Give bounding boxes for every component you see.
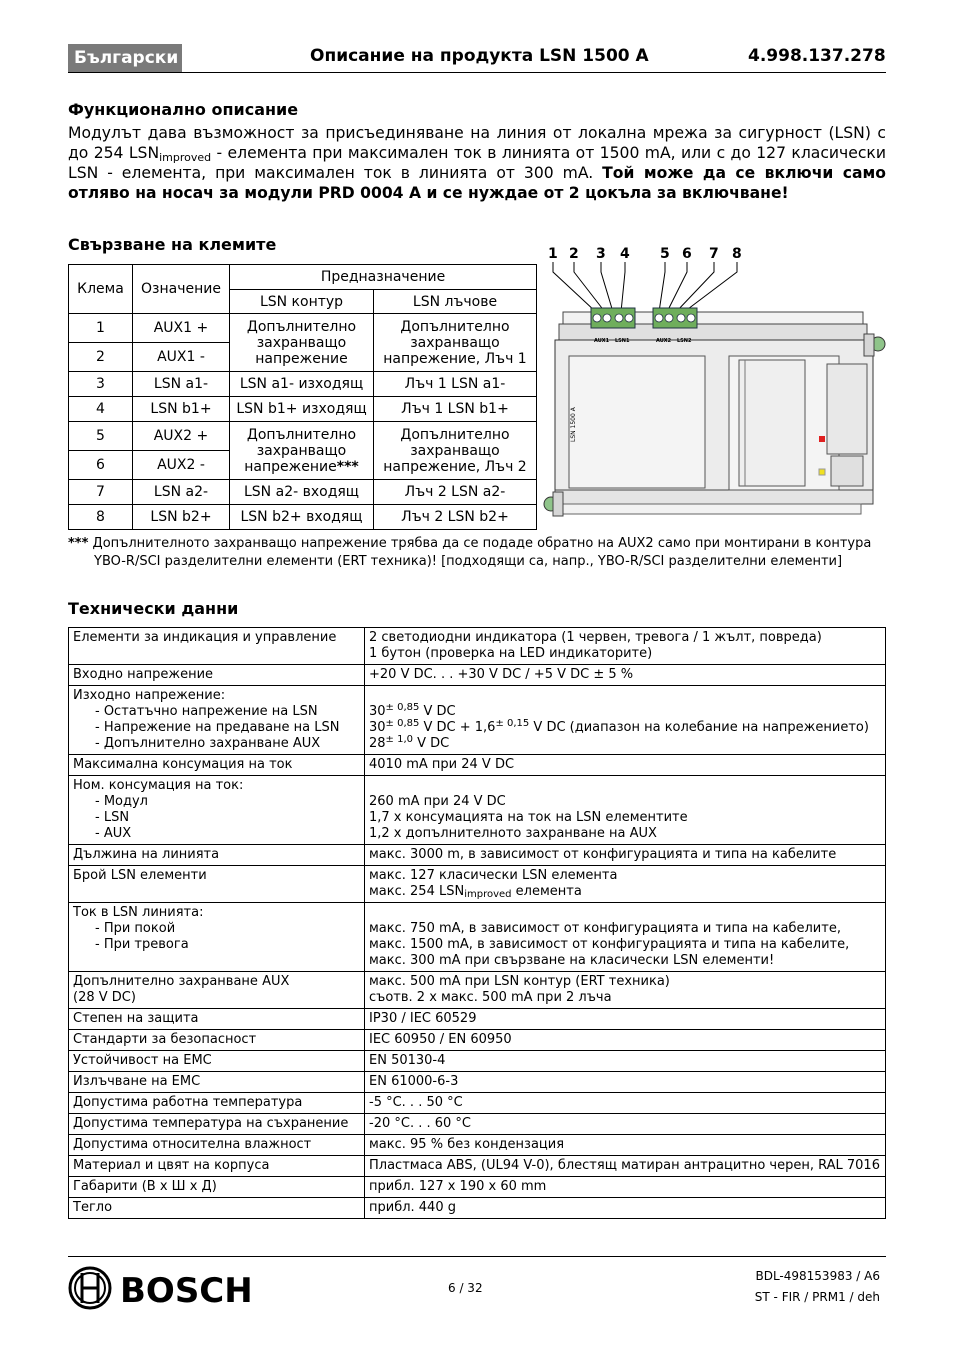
doc-code-line: ST - FIR / PRM1 / deh xyxy=(754,1290,880,1304)
terminal-number: 2 xyxy=(69,343,133,372)
loop-purpose: LSN b1+ изходящ xyxy=(230,397,374,422)
tech-value xyxy=(365,628,886,665)
tech-value: +20 V DC. . . +30 V DC / +5 V DC ± 5 % xyxy=(365,665,886,686)
val: 28 xyxy=(369,736,386,751)
page-number: 6 / 32 xyxy=(448,1281,483,1295)
tech-label-line: Допълнително захранване AUX xyxy=(73,974,290,989)
table-row xyxy=(69,1177,886,1198)
tech-value: макс. 95 % без кондензация xyxy=(365,1135,886,1156)
table-row xyxy=(69,755,886,776)
col-spur: LSN лъчове xyxy=(374,290,537,314)
tolerance: ± 0,15 xyxy=(495,718,530,729)
terminal-designation: AUX1 - xyxy=(133,343,230,372)
tech-label: Излъчване на EMC xyxy=(69,1072,365,1093)
tech-data-table xyxy=(68,627,886,1219)
functional-text-a: Модулът дава възможност за присъединяване на линия от локална мрежа за сигурност (LSN) с до 254 LSN xyxy=(68,124,886,162)
tech-label-line: - При покой xyxy=(95,921,176,936)
tech-label xyxy=(69,903,365,972)
terminal-number-6: 6 xyxy=(682,246,692,262)
tech-value: EN 50130-4 xyxy=(365,1051,886,1072)
aux1-loop-purpose: Допълнително захранващо напрежение xyxy=(230,314,374,372)
tech-value-line: съотв. 2 x макс. 500 mA при 2 лъча xyxy=(369,990,612,1005)
module-diagram xyxy=(541,242,886,527)
bosch-logo xyxy=(68,1264,278,1312)
terminal-number: 6 xyxy=(69,451,133,480)
aux2-loop-purpose xyxy=(230,422,374,480)
module-side-label: LSN 1500 A xyxy=(570,407,577,442)
footnote-line1: Допълнителното захранващо напрежение трябва да се подаде обратно на AUX2 само при монтирани в контура xyxy=(92,536,872,551)
table-row xyxy=(69,628,886,665)
terminal-number: 5 xyxy=(69,422,133,451)
tech-value xyxy=(365,776,886,845)
table-row xyxy=(69,480,537,505)
functional-text-b: - елемента при максимален ток в линията от 1500 mA, или с до 127 класически LSN - елемента, при максимален ток в линията от 300 mA. xyxy=(68,144,886,182)
terminal-number-2: 2 xyxy=(569,246,579,262)
table-row xyxy=(69,903,886,972)
tech-value: -20 °C. . . 60 °C xyxy=(365,1114,886,1135)
red-led-icon xyxy=(819,436,825,442)
tech-label xyxy=(69,686,365,755)
table-row xyxy=(69,1030,886,1051)
table-row xyxy=(69,1072,886,1093)
col-purpose: Предназначение xyxy=(230,265,537,290)
terminal-number-1: 1 xyxy=(548,246,558,262)
val: макс. 254 LSN xyxy=(369,884,465,899)
tech-value-line xyxy=(369,736,881,752)
loop-purpose: LSN a1- изходящ xyxy=(230,372,374,397)
tolerance: ± 0,85 xyxy=(385,702,420,713)
terminal-number: 1 xyxy=(69,314,133,343)
spur-purpose: Лъч 1 LSN b1+ xyxy=(374,397,537,422)
header-divider xyxy=(68,72,886,73)
terminal-designation: LSN a2- xyxy=(133,480,230,505)
terminal-number: 3 xyxy=(69,372,133,397)
tech-label: Допустима работна температура xyxy=(69,1093,365,1114)
terminal-designation: LSN b1+ xyxy=(133,397,230,422)
footnote-line2: YBO-R/SCI разделителни елементи (ERT техника)! [подходящи са, напр., YBO-R/SCI разделителни елементи] xyxy=(94,554,843,569)
tech-value-line: макс. 127 класически LSN елемента xyxy=(369,868,618,883)
terminal-designation: LSN b2+ xyxy=(133,505,230,530)
aux2-label: AUX2 xyxy=(656,338,672,344)
table-row xyxy=(69,314,537,343)
tech-label: Устойчивост на EMC xyxy=(69,1051,365,1072)
aux2-loop-mark: *** xyxy=(336,458,359,475)
aux1-spur-purpose: Допълнително захранващо напрежение, Лъч 1 xyxy=(374,314,537,372)
tech-label-line: Ном. консумация на ток: xyxy=(73,778,244,793)
table-row xyxy=(69,972,886,1009)
terminal-number-4: 4 xyxy=(620,246,630,262)
spur-purpose: Лъч 1 LSN a1- xyxy=(374,372,537,397)
tech-label-line: - AUX xyxy=(95,826,132,841)
tech-label: Максимална консумация на ток xyxy=(69,755,365,776)
tech-label: Стандарти за безопасност xyxy=(69,1030,365,1051)
tech-label-line: Ток в LSN линията: xyxy=(73,905,204,920)
table-row xyxy=(69,845,886,866)
terminals-heading: Свързване на клемите xyxy=(68,235,277,254)
tech-label xyxy=(69,972,365,1009)
terminal-numbers xyxy=(548,246,742,262)
val: V DC xyxy=(419,704,456,719)
tolerance: ± 1,0 xyxy=(385,734,414,745)
table-row xyxy=(69,372,537,397)
tech-value-line: макс. 1500 mA, в зависимост от конфигурацията и типа на кабелите, xyxy=(369,937,850,952)
table-row xyxy=(69,397,537,422)
tech-label: Степен на защита xyxy=(69,1009,365,1030)
terminal-designation: AUX1 + xyxy=(133,314,230,343)
functional-warning: Той може да се включи само отляво на носач за модули PRD 0004 A и се нуждае от 2 цокъла за включване! xyxy=(68,164,886,202)
tech-heading: Технически данни xyxy=(68,599,239,618)
tech-value-line: макс. 750 mA, в зависимост от конфигурацията и типа на кабелите, xyxy=(369,921,841,936)
aux1-label: AUX1 xyxy=(594,338,610,344)
tech-value: прибл. 127 x 190 x 60 mm xyxy=(365,1177,886,1198)
tech-value-line: 1 бутон (проверка на LED индикаторите) xyxy=(369,646,653,661)
tech-value xyxy=(365,866,886,903)
table-row xyxy=(69,422,537,451)
tech-label-line: - LSN xyxy=(95,810,130,825)
terminal-number-5: 5 xyxy=(660,246,670,262)
table-row xyxy=(69,1114,886,1135)
table-row xyxy=(69,1009,886,1030)
tech-label-line: - При тревога xyxy=(95,937,189,952)
tech-value: EN 61000-6-3 xyxy=(365,1072,886,1093)
col-terminal: Клема xyxy=(69,265,133,314)
terminal-number: 4 xyxy=(69,397,133,422)
tech-label-line: (28 V DC) xyxy=(73,990,136,1005)
val: V DC xyxy=(413,736,450,751)
tech-value-line xyxy=(369,884,881,900)
tech-value-line: макс. 500 mA при LSN контур (ERT техника) xyxy=(369,974,670,989)
table-row xyxy=(69,1093,886,1114)
spur-purpose: Лъч 2 LSN a2- xyxy=(374,480,537,505)
col-loop: LSN контур xyxy=(230,290,374,314)
tech-label: Дължина на линията xyxy=(69,845,365,866)
loop-purpose: LSN b2+ входящ xyxy=(230,505,374,530)
table-row xyxy=(69,776,886,845)
tech-label: Тегло xyxy=(69,1198,365,1219)
language-label: Български xyxy=(68,44,182,72)
table-row xyxy=(69,1135,886,1156)
tech-label-line: - Напрежение на предаване на LSN xyxy=(95,720,340,735)
val: елемента xyxy=(511,884,582,899)
spur-purpose: Лъч 2 LSN b2+ xyxy=(374,505,537,530)
tech-label: Елементи за индикация и управление xyxy=(69,628,365,665)
functional-heading: Функционално описание xyxy=(68,100,299,119)
tech-label: Брой LSN елементи xyxy=(69,866,365,903)
doc-id-line: BDL-498153983 / A6 xyxy=(755,1269,880,1283)
tech-value xyxy=(365,903,886,972)
val: 30 xyxy=(369,720,386,735)
tech-value-line xyxy=(369,720,881,736)
leader-lines xyxy=(553,262,737,312)
table-row xyxy=(69,505,537,530)
terminal-number-8: 8 xyxy=(732,246,742,262)
aux2-loop-text: Допълнително захранващо напрежение xyxy=(244,426,357,475)
tech-label-line: - Модул xyxy=(95,794,148,809)
document-id xyxy=(740,1266,880,1308)
tech-value-line: 2 светодиодни индикатора (1 червен, тревога / 1 жълт, повреда) xyxy=(369,630,822,645)
table-row xyxy=(69,665,886,686)
tech-label: Входно напрежение xyxy=(69,665,365,686)
loop-purpose: LSN a2- входящ xyxy=(230,480,374,505)
val: 30 xyxy=(369,704,386,719)
tech-value xyxy=(365,972,886,1009)
tech-label-line: Изходно напрежение: xyxy=(73,688,226,703)
terminals-table xyxy=(68,264,537,530)
footnote xyxy=(68,535,890,571)
tech-value: -5 °C. . . 50 °C xyxy=(365,1093,886,1114)
tech-label xyxy=(69,776,365,845)
tech-value: IP30 / IEC 60529 xyxy=(365,1009,886,1030)
table-row xyxy=(69,1051,886,1072)
tech-value-line: 1,2 x допълнителното захранване на AUX xyxy=(369,826,657,841)
tech-value: прибл. 440 g xyxy=(365,1198,886,1219)
terminal-designation: AUX2 + xyxy=(133,422,230,451)
improved-subscript: improved xyxy=(464,889,512,900)
functional-paragraph xyxy=(68,123,886,203)
improved-subscript: improved xyxy=(159,151,212,164)
tech-label: Материал и цвят на корпуса xyxy=(69,1156,365,1177)
table-row xyxy=(69,1156,886,1177)
brand-name: BOSCH xyxy=(120,1271,253,1311)
terminal-number: 8 xyxy=(69,505,133,530)
tech-value: IEC 60950 / EN 60950 xyxy=(365,1030,886,1051)
footer-divider xyxy=(68,1256,886,1257)
tech-label-line: - Остатъчно напрежение на LSN xyxy=(95,704,318,719)
document-title: Описание на продукта LSN 1500 A xyxy=(310,46,649,66)
tech-label-line: - Допълнително захранване AUX xyxy=(95,736,321,751)
tech-value-line: макс. 300 mA при свързване на класически LSN елементи! xyxy=(369,953,775,968)
tech-label: Допустима температура на съхранение xyxy=(69,1114,365,1135)
val: V DC + 1,6 xyxy=(419,720,496,735)
lsn1-label: LSN1 xyxy=(615,338,630,344)
terminal-number: 7 xyxy=(69,480,133,505)
tech-label: Габарити (В x Ш x Д) xyxy=(69,1177,365,1198)
table-row xyxy=(69,1198,886,1219)
terminal-designation: LSN a1- xyxy=(133,372,230,397)
lsn2-label: LSN2 xyxy=(677,338,692,344)
tolerance: ± 0,85 xyxy=(385,718,420,729)
terminal-number-3: 3 xyxy=(596,246,606,262)
table-row xyxy=(69,866,886,903)
tech-value-line: 260 mA при 24 V DC xyxy=(369,794,506,809)
tech-value: Пластмаса ABS, (UL94 V-0), блестящ матиран антрацитно черен, RAL 7016 xyxy=(365,1156,886,1177)
footnote-mark: *** xyxy=(68,536,89,551)
aux2-spur-purpose: Допълнително захранващо напрежение, Лъч 2 xyxy=(374,422,537,480)
yellow-led-icon xyxy=(819,469,825,475)
tech-value xyxy=(365,686,886,755)
table-row xyxy=(69,686,886,755)
tech-value: 4010 mA при 24 V DC xyxy=(365,755,886,776)
terminal-designation: AUX2 - xyxy=(133,451,230,480)
bosch-armature-icon xyxy=(70,1268,110,1308)
tech-value-line xyxy=(369,704,881,720)
terminal-number-7: 7 xyxy=(709,246,719,262)
col-designation: Означение xyxy=(133,265,230,314)
tech-label: Допустима относителна влажност xyxy=(69,1135,365,1156)
val: V DC (диапазон на колебание на напрежението) xyxy=(529,720,869,735)
tech-value-line: 1,7 x консумацията на ток на LSN елементите xyxy=(369,810,688,825)
tech-value: макс. 3000 m, в зависимост от конфигурацията и типа на кабелите xyxy=(365,845,886,866)
document-number: 4.998.137.278 xyxy=(748,46,886,66)
